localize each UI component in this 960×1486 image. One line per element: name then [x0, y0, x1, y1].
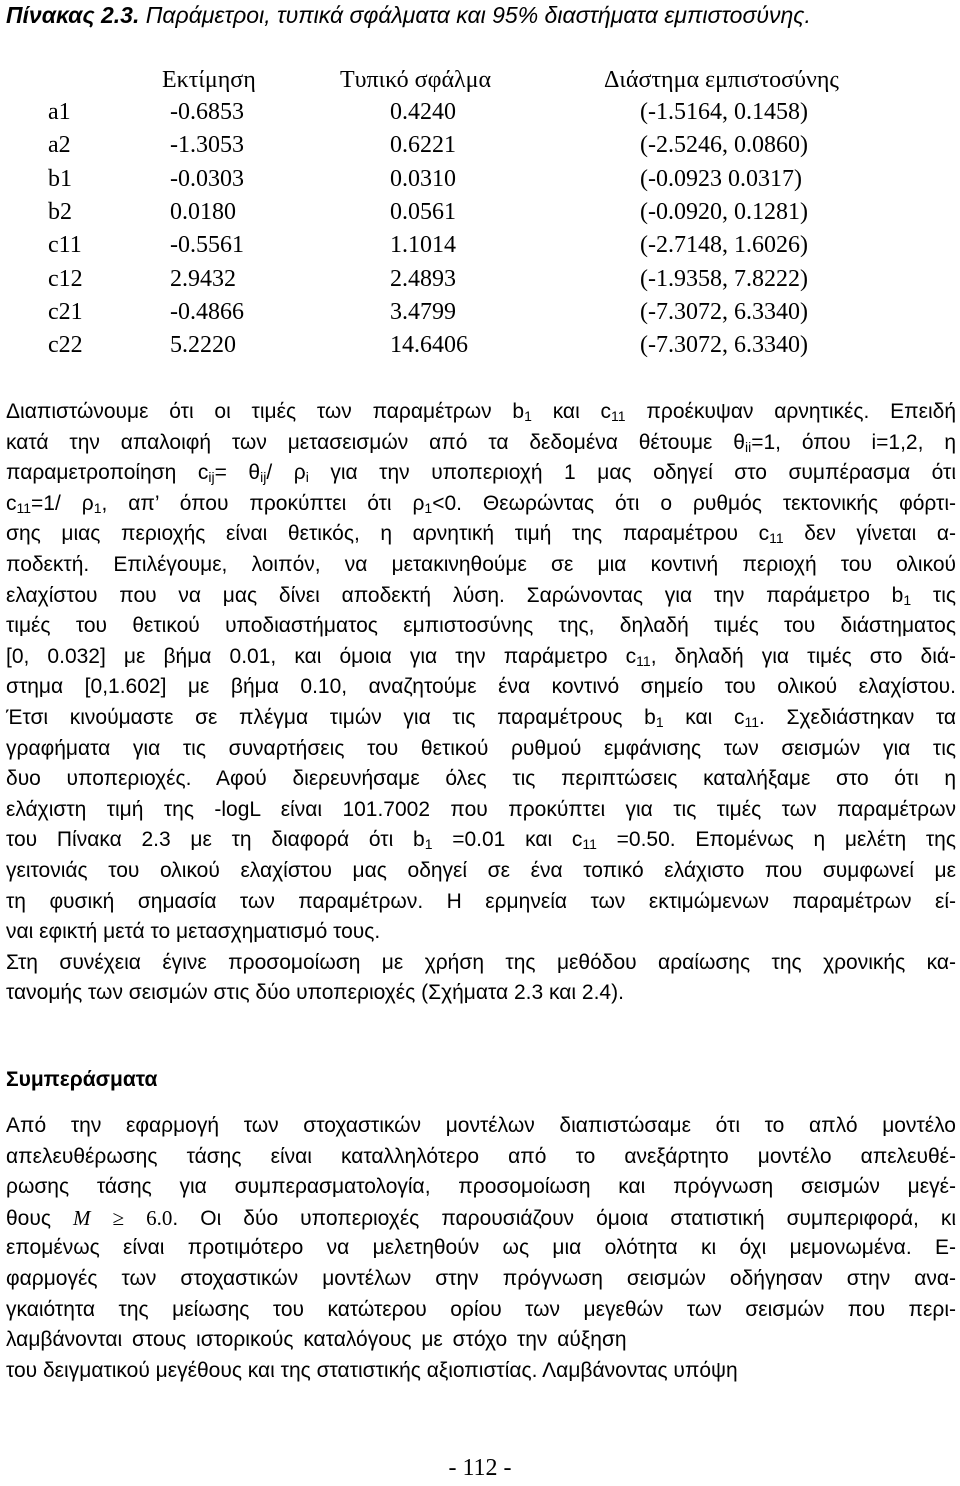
row-standard-error-value: 0.6221: [390, 132, 456, 159]
text-line: απελευθέρωσης τάσης είναι καταλληλότερο από το ανεξάρτητο μοντέλο απελευθέ-: [6, 1144, 956, 1168]
row-standard-error-value: 2.4893: [390, 265, 456, 292]
row-parameter-name: b2: [48, 198, 72, 225]
row-confidence-interval-value: (-7.3072, 6.3340): [640, 332, 808, 359]
row-parameter-name: b1: [48, 165, 72, 192]
column-header-confidence-interval: Διάστημα εμπιστοσύνης: [604, 67, 839, 93]
row-parameter-name: c22: [48, 332, 83, 359]
column-header-standard-error: Τυπικό σφάλμα: [340, 67, 492, 93]
row-parameter-name: c21: [48, 298, 83, 325]
row-estimate-value: 0.0180: [170, 198, 236, 225]
table-caption-text: Παράμετροι, τυπικά σφάλματα και 95% διαστήματα εμπιστοσύνης.: [145, 2, 811, 28]
row-standard-error-value: 14.6406: [390, 332, 468, 359]
text-line: λαμβάνονται στους ιστορικούς καταλόγους με στόχο την αύξηση: [6, 1328, 627, 1352]
text-line: Στη συνέχεια έγινε προσομοίωση με χρήση της μεθόδου αραίωσης της χρονικής κα-: [6, 950, 956, 974]
paragraph-results: [6, 397, 956, 1009]
row-estimate-value: 2.9432: [170, 265, 236, 292]
text-line: του δειγματικού μεγέθους και της στατιστικής αξιοπιστίας. Λαμβάνοντας υπόψη: [6, 1358, 738, 1382]
text-line: γκαιότητα της μείωσης του κατώτερου ορίου των μεγεθών των σεισμών που περι-: [6, 1297, 956, 1321]
row-confidence-interval-value: (-0.0920, 0.1281): [640, 198, 808, 225]
row-confidence-interval-value: (-1.5164, 0.1458): [640, 99, 808, 125]
text-line: [0, 0.032] με βήμα 0.01, και όμοια για την παράμετρο $c_{11}$, δηλαδή για τιμές στο διά-: [6, 644, 957, 669]
text-line: στημα [0,1.602] με βήμα 0.10, αναζητούμε ένα κοντινό σημείο του ολικού ελαχίστου.: [6, 675, 956, 699]
page-number: - 112 -: [448, 1455, 512, 1481]
row-confidence-interval-value: (-7.3072, 6.3340): [640, 298, 808, 325]
row-standard-error-value: 3.4799: [390, 298, 456, 325]
row-standard-error-value: 0.0561: [390, 198, 456, 225]
row-confidence-interval-value: (-2.5246, 0.0860): [640, 132, 808, 159]
row-confidence-interval-value: (-1.9358, 7.8222): [640, 265, 808, 292]
section-heading-conclusions: Συμπεράσματα: [6, 1068, 158, 1091]
row-estimate-value: -0.5561: [170, 232, 244, 259]
text-line: Έτσι κινούμαστε σε πλέγμα τιμών για τις παραμέτρους $b_1$ και $c_{11}$. Σχεδιάστηκαν τα: [6, 705, 957, 730]
table-caption: [6, 2, 811, 28]
row-parameter-name: a1: [48, 99, 71, 125]
text-line: του Πίνακα 2.3 με τη διαφορά ότι $b_1 =0.01$ και $c_{11} =0.50$. Επομένως η μελέτη της: [6, 828, 956, 853]
row-standard-error-value: 0.0310: [390, 165, 456, 192]
text-line: ποδεκτή. Επιλέγουμε, λοιπόν, να μετακινηθούμε σε μια κοντινή περιοχή του ολικού: [6, 552, 956, 576]
row-estimate-value: 5.2220: [170, 332, 236, 359]
row-estimate-value: -0.4866: [170, 298, 244, 325]
row-standard-error-value: 1.1014: [390, 232, 456, 259]
text-line: επομένως είναι προτιμότερο να μελετηθούν ως μια ολότητα κι όχι μεμονωμένα. Ε-: [6, 1236, 956, 1260]
text-line: παραμετροποίηση $c_{ij}= \theta_{ij}/$ $\rho_i$ για την υποπεριοχή 1 μας οδηγεί στο συμπέρασμα ότι: [6, 461, 957, 486]
table-caption-label: Πίνακας 2.3.: [6, 2, 140, 28]
text-line: φαρμογές των στοχαστικών μοντέλων στην πρόγνωση σεισμών οδήγησαν στην ανα-: [6, 1266, 956, 1290]
row-standard-error-value: 0.4240: [390, 99, 456, 125]
text-line: ελάχιστη τιμή της -logL είναι 101.7002 που προκύπτει για τις τιμές των παραμέτρων: [6, 797, 956, 821]
text-line: ρωσης τάσης για συμπερασματολογία, προσομοίωση και πρόγνωση σεισμών μεγέ-: [6, 1175, 956, 1199]
row-parameter-name: c12: [48, 265, 83, 292]
row-estimate-value: -0.6853: [170, 99, 244, 125]
text-line: ελαχίστου που να μας δίνει αποδεκτή λύση. Σαρώνοντας για την παράμετρο $b_1$ τις: [6, 583, 956, 608]
text-line: τανομής των σεισμών στις δύο υποπεριοχές (Σχήματα 2.3 και 2.4).: [6, 981, 624, 1005]
paragraph-conclusions: [6, 1111, 956, 1386]
row-estimate-value: -1.3053: [170, 132, 244, 159]
column-header-estimate: Εκτίμηση: [162, 67, 256, 93]
text-line: $c_{11}=1/$ $\rho_1$, απ’ όπου προκύπτει ότι $\rho_1<0$. Θεωρώντας ότι ο ρυθμός τεκτονικής φόρτι-: [6, 491, 956, 516]
row-parameter-name: c11: [48, 232, 82, 259]
text-line: σης μιας περιοχής είναι θετικός, η αρνητική τιμή της παραμέτρου $c_{11}$ δεν γίνεται α-: [6, 522, 956, 547]
text-line: θους M ≥ 6.0. Οι δύο υποπεριοχές παρουσιάζουν όμοια στατιστική συμπεριφορά, κι: [6, 1205, 956, 1230]
row-parameter-name: a2: [48, 132, 71, 159]
row-confidence-interval-value: (-0.0923 0.0317): [640, 165, 802, 192]
row-estimate-value: -0.0303: [170, 165, 244, 192]
text-line: Διαπιστώνουμε ότι οι τιμές των παραμέτρων $b_1$ και $c_{11}$ προέκυψαν αρνητικές. Επειδή: [6, 400, 957, 424]
text-line: ναι εφικτή μετά το μετασχηματισμό τους.: [6, 920, 381, 944]
text-line: τιμές του θετικού υποδιαστήματος εμπιστοσύνης της, δηλαδή τιμές του διάστηματος: [6, 614, 956, 638]
text-line: τη φυσική σημασία των παραμέτρων. Η ερμηνεία των εκτιμώμενων παραμέτρων εί-: [6, 889, 956, 913]
text-line: γραφήματα για τις συναρτήσεις του θετικού ρυθμού εμφάνισης των σεισμών για τις: [6, 736, 956, 760]
text-line: γειτονιάς του ολικού ελαχίστου μας οδηγεί σε ένα τοπικό ελάχιστο που συμφωνεί με: [6, 858, 956, 882]
text-line: κατά την απαλοιφή των μετασεισμών από τα δεδομένα θέτουμε $\theta_{ii}=1$, όπου i=1,2, η: [6, 430, 956, 455]
text-line: δυο υποπεριοχές. Αφού διερευνήσαμε όλες τις περιπτώσεις καταλήξαμε στο ότι η: [6, 767, 956, 791]
row-confidence-interval-value: (-2.7148, 1.6026): [640, 232, 808, 259]
text-line: Από την εφαρμογή των στοχαστικών μοντέλων διαπιστώσαμε ότι το απλό μοντέλο: [6, 1114, 956, 1137]
